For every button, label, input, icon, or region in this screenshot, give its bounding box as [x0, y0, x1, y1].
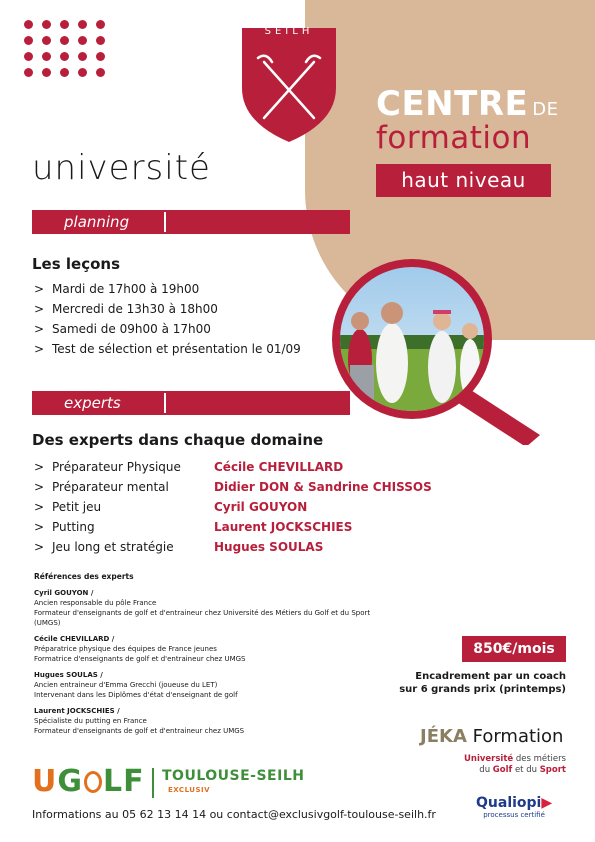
title-haut-niveau: haut niveau — [376, 164, 551, 197]
logo-divider — [152, 768, 154, 798]
tag-divider — [164, 212, 166, 232]
seilh-shield-logo — [240, 26, 338, 144]
expert-row: > Préparateur mental Didier DON & Sandrine CHISSOS — [34, 480, 432, 494]
toulouse-seilh-label: TOULOUSE-SEILH — [162, 768, 305, 784]
contact-info: Informations au 05 62 13 14 14 ou contact@exclusivgolf-toulouse-seilh.fr — [32, 808, 436, 821]
expert-references — [34, 572, 394, 736]
expert-row: > Préparateur Physique Cécile CHEVILLARD — [34, 460, 344, 474]
decorative-dot-grid — [24, 20, 114, 86]
price-badge: 850€/mois — [462, 636, 566, 662]
list-item: > Test de sélection et présentation le 01/09 — [34, 342, 301, 356]
references-title: Références des experts — [34, 572, 134, 581]
qualiopi-logo: Qualiopi▶ processus certifié — [476, 795, 553, 819]
list-item: > Mardi de 17h00 à 19h00 — [34, 282, 200, 296]
reference-name: Hugues SOULAS / — [34, 671, 103, 679]
title-formation: formation — [376, 120, 532, 156]
experts-tag: experts — [32, 391, 164, 415]
reference-line: Ancien responsable du pôle France — [34, 599, 157, 607]
reference-line: Formateur d'enseignants de golf et d'entraineur chez Université des Métiers du Golf et du Sport (UMGS) — [34, 609, 371, 627]
experts-tag-bar — [164, 391, 350, 415]
golfers-photo — [330, 255, 560, 445]
reference-name: Cyril GOUYON / — [34, 589, 94, 597]
expert-row: > Putting Laurent JOCKSCHIES — [34, 520, 353, 534]
exclusiv-label: EXCLUSIV — [168, 786, 211, 794]
experts-list — [34, 457, 454, 557]
qualiopi-arrow-icon: ▶ — [541, 795, 553, 811]
shield-label: SEILH — [264, 26, 314, 37]
reference-line: Intervenant dans les Diplômes d'état d'enseignant de golf — [34, 691, 238, 699]
golfer-icon — [84, 771, 102, 793]
reference-line: Formateur d'enseignants de golf et d'entraineur chez UMGS — [34, 727, 245, 735]
umgs-logo: Université des métiers du Golf et du Sport — [464, 754, 566, 775]
title-centre: CENTRE DE — [376, 84, 559, 124]
ugolf-logo: UG LF — [32, 764, 145, 799]
reference-name: Cécile CHEVILLARD / — [34, 635, 115, 643]
reference-line: Spécialiste du putting en France — [34, 717, 147, 725]
expert-row: > Jeu long et stratégie Hugues SOULAS — [34, 540, 324, 554]
reference-line: Formatrice d'enseignants de golf et d'entraineur chez UMGS — [34, 655, 246, 663]
planning-list — [34, 279, 301, 359]
list-item: > Samedi de 09h00 à 17h00 — [34, 322, 211, 336]
list-item: > Mercredi de 13h30 à 18h00 — [34, 302, 218, 316]
experts-heading: Des experts dans chaque domaine — [32, 431, 324, 449]
reference-name: Laurent JOCKSCHIES / — [34, 707, 120, 715]
coaching-info: Encadrement par un coach sur 6 grands prix (printemps) — [399, 671, 566, 695]
universite-title: université — [32, 148, 211, 188]
planning-tag: planning — [32, 210, 164, 234]
reference-line: Préparatrice physique des équipes de France jeunes — [34, 645, 217, 653]
jeka-formation-logo: JÉKA Formation — [420, 726, 564, 747]
tag-divider — [164, 393, 166, 413]
lecons-heading: Les leçons — [32, 255, 121, 273]
planning-tag-bar — [164, 210, 350, 234]
reference-line: Ancien entraineur d'Emma Grecchi (joueuse du LET) — [34, 681, 218, 689]
expert-row: > Petit jeu Cyril GOUYON — [34, 500, 308, 514]
